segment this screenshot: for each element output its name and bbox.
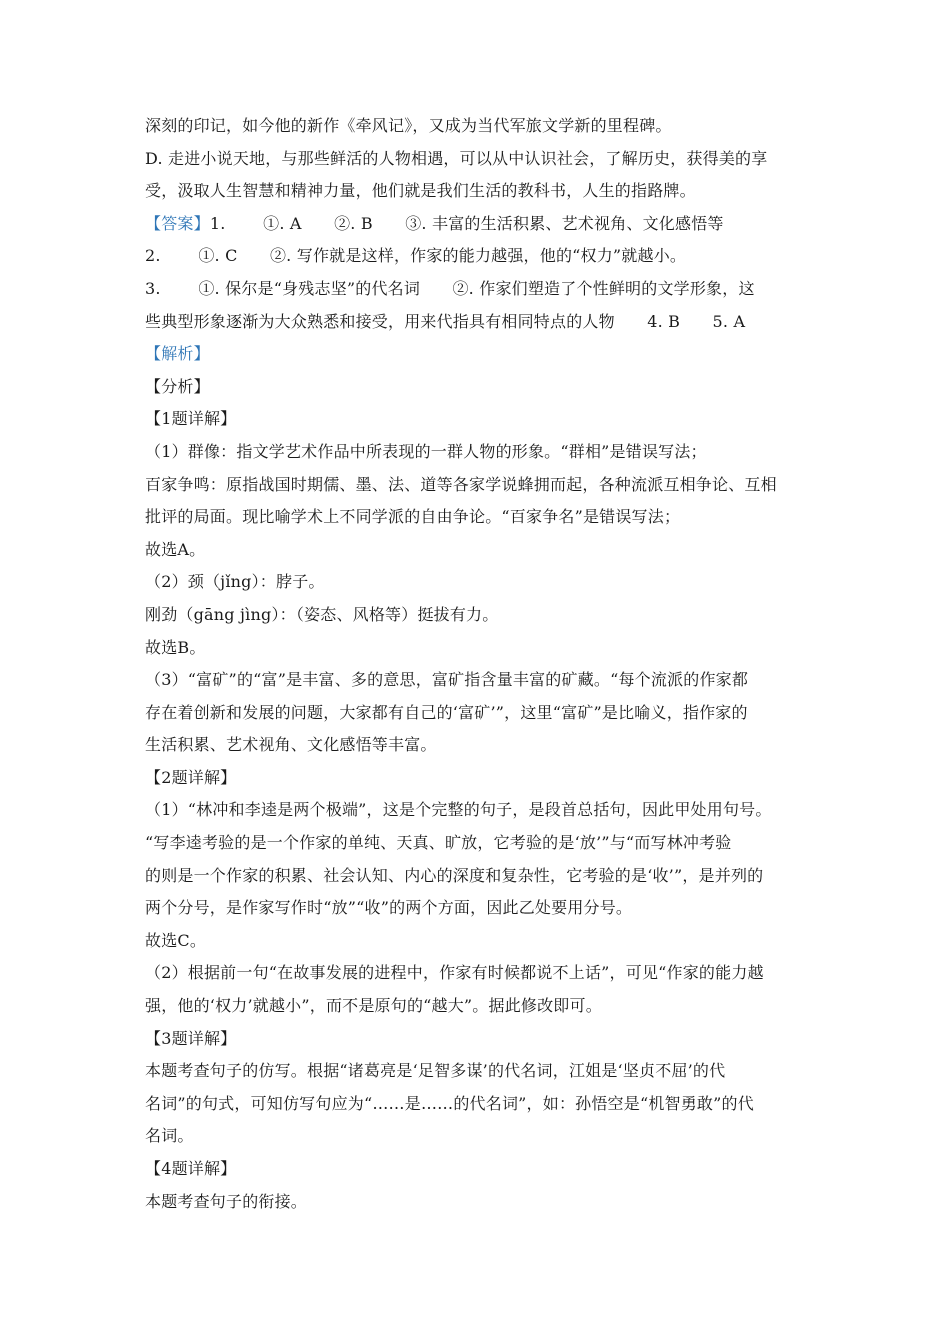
body-line: 故选A。: [145, 539, 206, 559]
body-line: 刚劲（gāng jìng）：（姿态、风格等）挺拔有力。: [145, 604, 499, 624]
body-line: 的则是一个作家的积累、社会认知、内心的深度和复杂性，它考验的是‘收’”，是并列的: [145, 865, 764, 885]
body-line: 两个分号，是作家写作时“放”“收”的两个方面，因此乙处要用分号。: [145, 898, 633, 918]
text-line: 受，汲取人生智慧和精神力量，他们就是我们生活的教科书，人生的指路牌。: [145, 181, 696, 201]
body-line: 本题考查句子的衔接。: [145, 1191, 308, 1211]
body-line: 百家争鸣：原指战国时期儒、墨、法、道等各家学说蜂拥而起，各种流派互相争论、互相: [145, 474, 777, 494]
body-line: 名词。: [145, 1126, 194, 1146]
answer-text: 1. ①. A ②. B ③. 丰富的生活积累、艺术视角、文化感悟等: [209, 213, 724, 233]
body-line: 【1题详解】: [145, 409, 237, 429]
body-line: （2）颈（jǐng）：脖子。: [145, 572, 325, 592]
body-line: （1）群像：指文学艺术作品中所表现的一群人物的形象。“群相”是错误写法；: [145, 441, 707, 461]
text-line: 深刻的印记，如今他的新作《牵风记》，又成为当代军旅文学新的里程碑。: [145, 116, 672, 135]
body-line: （1）“林冲和李逵是两个极端”，这是个完整的句子，是段首总括句，因此甲处用句号。: [145, 800, 772, 820]
body-line: （3）“富矿”的“富”是丰富、多的意思，富矿指含量丰富的矿藏。“每个流派的作家都: [145, 670, 749, 690]
text-line: D. 走进小说天地，与那些鲜活的人物相遇，可以从中认识社会，了解历史，获得美的享: [145, 148, 768, 168]
body-line: 生活积累、艺术视角、文化感悟等丰富。: [145, 735, 437, 755]
answer-line-3: 3. ①. 保尔是“身残志坚”的代名词 ②. 作家们塑造了个性鲜明的文学形象，这: [145, 278, 755, 298]
body-line: 故选C。: [145, 930, 207, 950]
body-line: 【分析】: [145, 376, 210, 396]
answer-line-4: 些典型形象逐渐为大众熟悉和接受，用来代指具有相同特点的人物 4. B 5. A: [145, 311, 746, 331]
body-line: 【4题详解】: [145, 1159, 237, 1178]
body-line: 【2题详解】: [145, 767, 237, 787]
body-line: “写李逵考验的是一个作家的单纯、天真、旷放，它考验的是‘放’”与“而写林冲考验: [145, 833, 732, 853]
body-line: 名词”的句式，可知仿写句应为“……是……的代名词”，如：孙悟空是“机智勇敢”的代: [145, 1093, 754, 1113]
body-line: 本题考查句子的仿写。根据“诸葛亮是‘足智多谋’的代名词，江姐是‘坚贞不屈’的代: [145, 1061, 726, 1081]
body-line: 批评的局面。现比喻学术上不同学派的自由争论。“百家争名”是错误写法；: [145, 507, 681, 527]
answer-line-2: 2. ①. C ②. 写作就是这样，作家的能力越强，他的“权力”就越小。: [145, 246, 687, 266]
body-line: （2）根据前一句“在故事发展的进程中，作家有时候都说不上话”，可见“作家的能力越: [145, 963, 764, 983]
body-line: 强，他的‘权力’就越小”，而不是原句的“越大”。据此修改即可。: [145, 996, 602, 1016]
body-line: 【3题详解】: [145, 1028, 237, 1048]
body-line: 存在着创新和发展的问题，大家都有自己的‘富矿’”，这里“富矿”是比喻义，指作家的: [145, 702, 748, 722]
answer-line-1: [145, 208, 813, 241]
document-page: [145, 110, 813, 1218]
answer-tag: 【答案】: [145, 213, 210, 233]
analysis-tag: 【解析】: [145, 344, 210, 364]
body-line: 故选B。: [145, 637, 206, 657]
